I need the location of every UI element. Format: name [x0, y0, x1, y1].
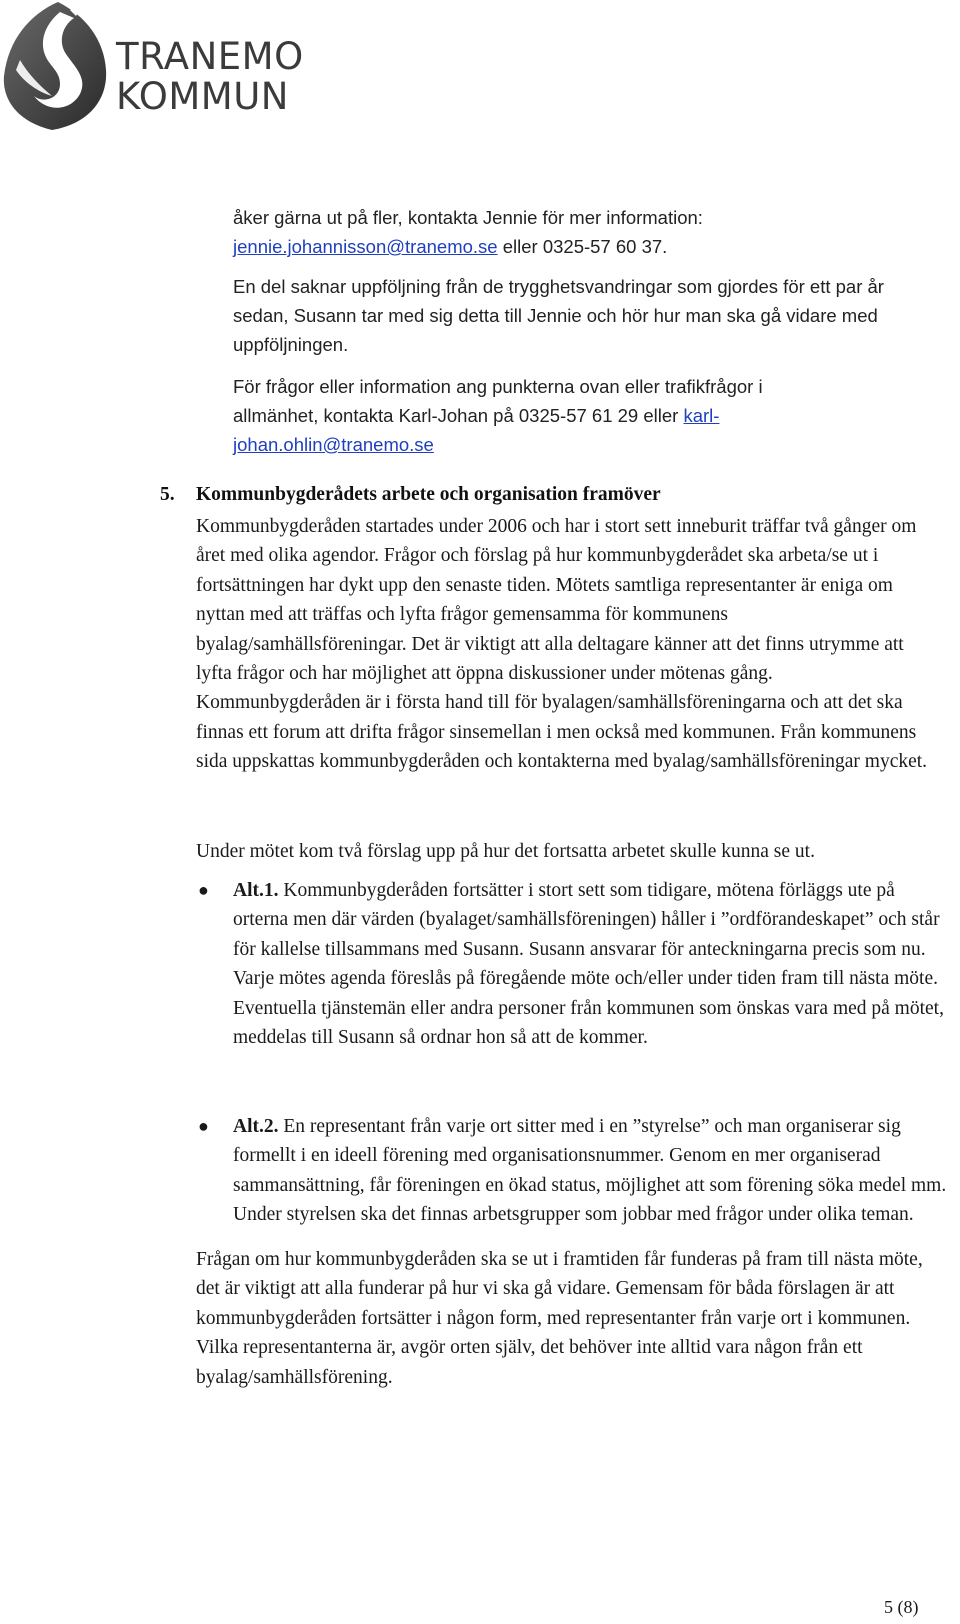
paragraph-text: åker gärna ut på fler, kontakta Jennie för mer information:	[233, 207, 703, 228]
list-item-alt2	[233, 1112, 953, 1230]
alt2-text: En representant från varje ort sitter med i en ”styrelse” och man organiserar sig formellt i en ideell förening med organisationsnummer. Genom en mer organiserad sammansättning, får föreningen en ökad status, möjlighet att som förening söka medel mm. Under styrelsen ska det finnas arbetsgrupper som jobbar med frågor under olika teman.	[233, 1116, 947, 1226]
swan-emblem-icon	[0, 0, 112, 132]
body-paragraph-1: Kommunbygderåden startades under 2006 och har i stort sett inneburit träffar två gånger om året med olika agendor. Frågor och förslag på hur kommunbygderådet ska arbeta/se ut i fortsättningen har dykt upp den senaste tiden. Mötets samtliga representanter är eniga om nyttan med att träffas och lyfta frågor gemensamma för kommunens byalag/samhällsföreningar. Det är viktigt att alla deltagare känner att det finns utrymme att lyfta frågor och har möjlighet att öppna diskussioner under mötenas gång. Kommunbygderåden är i första hand till för byalagen/samhällsföreningarna och att det ska finnas ett forum att drifta frågor sinsemellan i men också med kommunen. Från kommunens sida uppskattas kommunbygderåden och kontakterna med byalag/samhällsföreningar mycket.	[196, 516, 928, 773]
tranemo-kommun-logo	[0, 0, 310, 140]
email-link-karl-johan[interactable]: karl-johan.ohlin@tranemo.se	[233, 405, 720, 455]
contact-paragraph-karl-johan	[233, 372, 843, 459]
bullet-icon: ●	[198, 880, 209, 900]
contact-paragraph-jennie	[233, 203, 933, 261]
alt1-label: Alt.1.	[233, 880, 279, 901]
section-number: 5.	[160, 484, 175, 505]
list-item-alt1	[233, 876, 953, 1052]
alt1-text: Kommunbygderåden fortsätter i stort sett som tidigare, mötena förläggs ute på orterna men där värden (byalaget/samhällsföreningen) håller i ”ordförandeskapet” och står för kallelse tillsammans med Susann. Susann ansvarar för anteckningarna precis som nu. Varje mötes agenda föreslås på föregående möte och/eller under tiden fram till nästa möte. Eventuella tjänstemän eller andra personer från kommunen som önskas vara med på mötet, meddelas till Susann så ordnar hon så att de kommer.	[233, 880, 944, 1049]
body-paragraph-2: Under mötet kom två förslag upp på hur det fortsatta arbetet skulle kunna se ut.	[196, 841, 815, 862]
body-paragraph-3: Frågan om hur kommunbygderåden ska se ut i framtiden får funderas på fram till nästa möte, det är viktigt att alla funderar på hur vi ska gå vidare. Gemensam för båda förslagen är att kommunbygderåden fortsätter i någon form, med representanter från varje ort i kommunen. Vilka representanterna är, avgör orten själv, det behöver inte alltid vara någon från ett byalag/samhällsförening.	[196, 1249, 923, 1388]
paragraph-text: För frågor eller information ang punkterna ovan eller trafikfrågor i allmänhet, kontakta Karl-Johan på 0325-57 61 29 eller	[233, 376, 763, 426]
section-title: Kommunbygderådets arbete och organisation framöver	[196, 484, 661, 505]
page-number: 5 (8)	[884, 1597, 919, 1617]
section-heading	[160, 484, 661, 506]
logo-line-2: KOMMUN	[116, 75, 289, 118]
followup-paragraph: En del saknar uppföljning från de trygghetsvandringar som gjordes för ett par år sedan, Susann tar med sig detta till Jennie och hör hur man ska gå vidare med uppföljningen.	[233, 276, 884, 355]
email-link-jennie[interactable]: jennie.johannisson@tranemo.se	[233, 236, 498, 257]
bullet-icon: ●	[198, 1116, 209, 1136]
logo-line-1: TRANEMO	[116, 35, 304, 78]
alt2-label: Alt.2.	[233, 1116, 279, 1137]
paragraph-text: eller 0325-57 60 37.	[497, 236, 668, 257]
